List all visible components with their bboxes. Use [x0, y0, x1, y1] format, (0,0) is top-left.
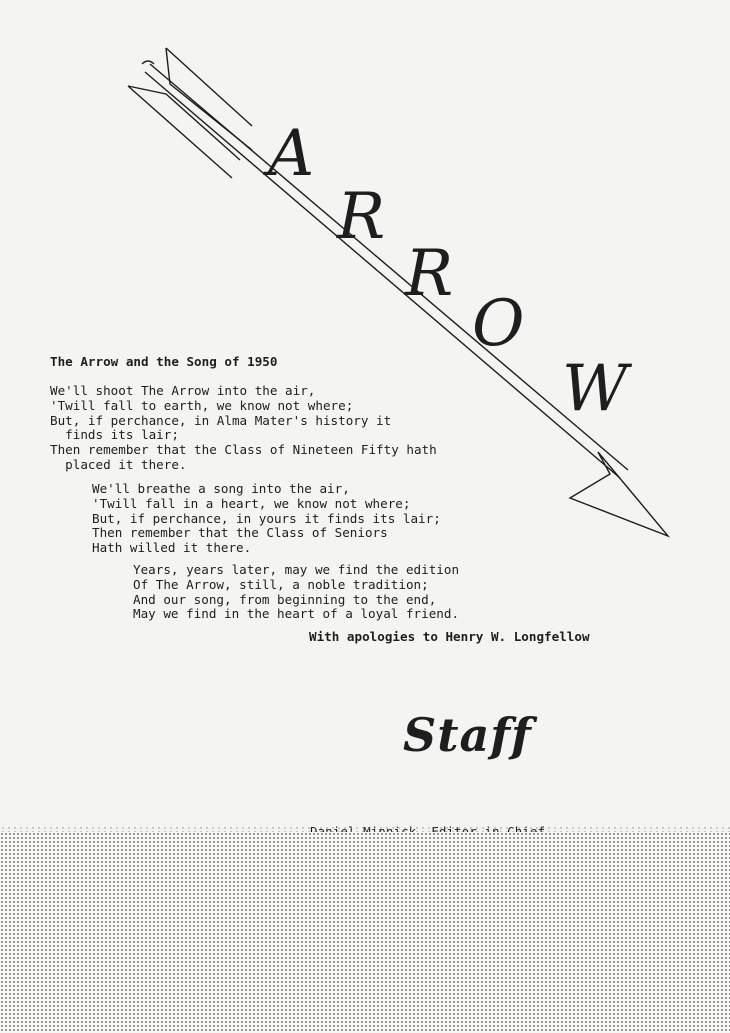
staff-heading: Staff — [403, 708, 532, 762]
arrow-nock — [142, 61, 154, 64]
poem-stanza-3: Years, years later, may we find the edition Of The Arrow, still, a noble tradition; And our song, from beginning to the end, May we find in the heart of a loyal friend. — [133, 562, 460, 622]
poem-attribution: With apologies to Henry W. Longfellow — [309, 629, 590, 644]
arrow-fletch-lower — [128, 86, 240, 160]
arrow-letter-a: A — [268, 117, 315, 191]
arrow-head — [570, 452, 668, 536]
poem-stanza-1: We'll shoot The Arrow into the air, 'Twill fall to earth, we know not where; But, if perchance, in Alma Mater's history it finds its lair; Then remember that the Class of Nineteen Fifty hath placed it there. — [50, 383, 437, 472]
halftone-overlay — [0, 832, 730, 1033]
arrow-letter-r2: R — [405, 237, 454, 311]
arrow-letter-r1: R — [337, 180, 386, 254]
arrow-fletch-upper — [166, 48, 252, 150]
arrow-fletch-lower-edge — [128, 86, 232, 178]
arrow-letter-w: W — [562, 352, 628, 426]
arrow-letter-o: O — [472, 287, 525, 361]
poem-stanza-2: We'll breathe a song into the air, 'Twill fall in a heart, we know not where; But, if perchance, in yours it finds its lair; Then remember that the Class of Seniors Hath willed it there. — [92, 481, 441, 556]
poem-title: The Arrow and the Song of 1950 — [50, 354, 278, 369]
